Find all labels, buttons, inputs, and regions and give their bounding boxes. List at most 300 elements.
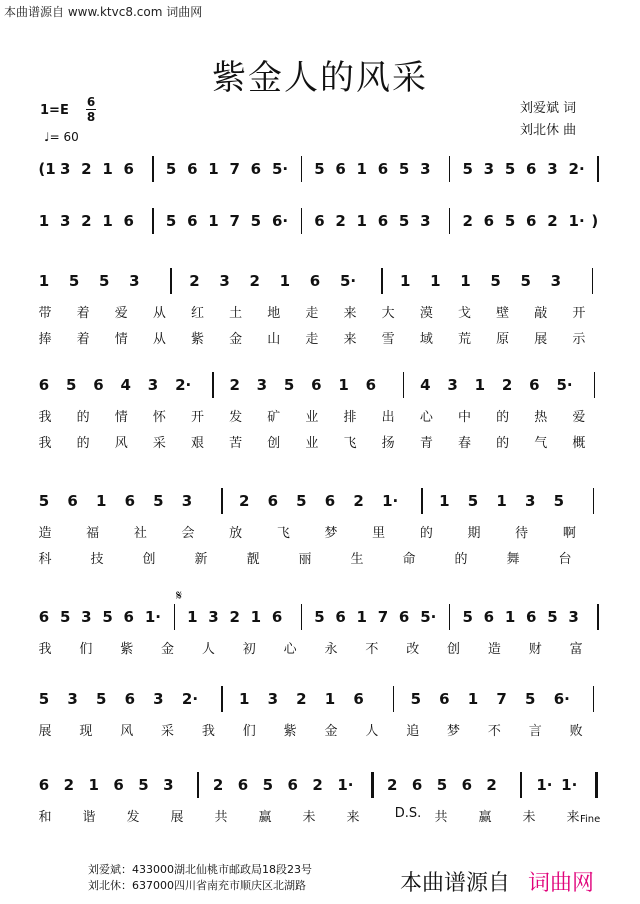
note: 2 xyxy=(501,376,513,394)
note: 6 xyxy=(67,492,78,510)
lyric-char: 地 xyxy=(267,306,281,321)
lyric-char: 来 xyxy=(343,306,357,321)
lyric-char: 业 xyxy=(305,410,319,425)
note: 3 xyxy=(219,272,230,290)
note: 6 xyxy=(187,212,198,230)
lyric-char: D.S. xyxy=(394,806,422,821)
lyric-char: 从 xyxy=(152,306,166,321)
lyric-char: 苦 xyxy=(229,436,243,451)
note: 5 xyxy=(398,212,410,230)
lyric-char: 飞 xyxy=(276,526,290,541)
lyric-char: 春 xyxy=(457,436,471,451)
note: 1 xyxy=(467,690,479,708)
lyric-char: 永 xyxy=(324,642,338,657)
lyric-char: 谐 xyxy=(82,810,96,825)
meter-top: 6 xyxy=(86,95,96,109)
note: 3 xyxy=(547,160,558,178)
note: 6 xyxy=(287,776,298,794)
lyric-char: 捧 xyxy=(38,332,52,347)
note: 5 xyxy=(68,272,80,290)
note: 3 xyxy=(447,376,458,394)
note: 1 xyxy=(460,272,471,290)
note: 2· xyxy=(181,690,199,708)
note: 5· xyxy=(556,376,573,394)
note: 6 xyxy=(365,376,377,394)
note: 5 xyxy=(38,492,50,510)
note: 1 xyxy=(38,212,50,230)
lyric-char: 改 xyxy=(406,642,420,657)
lyric-char: 业 xyxy=(305,436,319,451)
note: 3 xyxy=(524,492,536,510)
lyric-char: 金 xyxy=(161,642,175,657)
note: 6 xyxy=(250,160,262,178)
note: 5 xyxy=(553,492,565,510)
note: 6 xyxy=(526,608,537,626)
note: 1 xyxy=(400,272,411,290)
lyric-char: 风 xyxy=(120,724,134,739)
note: 2 xyxy=(229,376,240,394)
lyric-char: 展 xyxy=(38,724,52,739)
note: 1· xyxy=(382,492,399,510)
note: 1 xyxy=(102,160,113,178)
note: 6 xyxy=(38,376,50,394)
barline xyxy=(595,772,598,798)
footer-line: 刘北休：637000四川省南充市顺庆区北湖路 xyxy=(88,879,306,892)
note: 5 xyxy=(398,160,410,178)
lyric-char: 梦 xyxy=(447,724,461,739)
lyric-char: 从 xyxy=(152,332,166,347)
lyric-char: 出 xyxy=(381,410,395,425)
barline xyxy=(597,604,599,630)
barline xyxy=(301,208,303,234)
note: 1· xyxy=(337,776,354,794)
note: 6 xyxy=(483,608,495,626)
lyric-char: 待 xyxy=(515,526,529,541)
note: 2 xyxy=(296,690,307,708)
brand-right: 词曲网 xyxy=(528,871,595,896)
lyric-char: 放 xyxy=(229,526,243,541)
note: 5 xyxy=(165,212,177,230)
note: 3 xyxy=(153,690,164,708)
note: 6 xyxy=(324,492,336,510)
note: 6 xyxy=(123,212,134,230)
note: 2 xyxy=(249,272,260,290)
lyric-char: 赢 xyxy=(478,810,492,825)
lyric-char: 雪 xyxy=(381,332,395,347)
lyric-char: 现 xyxy=(79,724,93,739)
lyric-char: 追 xyxy=(406,724,420,739)
lyric-char: 生 xyxy=(350,552,364,567)
lyric-char: 来 xyxy=(346,810,360,825)
note: 7 xyxy=(229,212,240,230)
lyric-char: 未 xyxy=(522,810,536,825)
barline xyxy=(449,604,451,630)
lyric-char: 社 xyxy=(133,526,147,541)
lyric-char: 靓 xyxy=(246,552,260,567)
note: 5 xyxy=(102,608,113,626)
lyric-char: 的 xyxy=(454,552,468,567)
lyric-char: 赢 xyxy=(258,810,272,825)
lyric-char: 共 xyxy=(434,810,448,825)
lyric-char: 飞 xyxy=(343,436,357,451)
note: 6 xyxy=(38,776,50,794)
lyric-char: 丽 xyxy=(298,552,312,567)
page-title: 紫金人的风采 xyxy=(212,58,428,98)
note: 2· xyxy=(568,160,585,178)
barline xyxy=(381,268,383,294)
lyric-char: 采 xyxy=(161,724,175,739)
lyric-char: 原 xyxy=(496,332,510,347)
lyric-char: 造 xyxy=(487,642,501,657)
lyric-char: 和 xyxy=(38,810,52,825)
lyric-char: 展 xyxy=(170,810,184,825)
barline xyxy=(593,686,595,712)
note: 2 xyxy=(353,492,364,510)
lyric-char: 啊 xyxy=(562,526,576,541)
lyric-char: 的 xyxy=(419,526,433,541)
lyric-char: 爱 xyxy=(114,306,128,321)
note: 1 xyxy=(95,492,107,510)
note: 1 xyxy=(474,376,486,394)
lyric-char: 情 xyxy=(114,332,128,347)
lyric-char: 山 xyxy=(267,332,281,347)
note: 5 xyxy=(250,212,262,230)
footer-line: 刘爱斌：433000湖北仙桃市邮政局18段23号 xyxy=(88,863,312,876)
lyric-char: 里 xyxy=(372,526,386,541)
barline xyxy=(152,208,154,234)
note: 5 xyxy=(462,160,473,178)
barline xyxy=(212,372,214,398)
note: 3 xyxy=(129,272,140,290)
lyric-char: 的 xyxy=(76,436,90,451)
note: 1 xyxy=(208,160,219,178)
barline xyxy=(301,604,303,630)
lyric-char: 舞 xyxy=(506,552,520,567)
note: 6 xyxy=(113,776,124,794)
note: 5· xyxy=(420,608,437,626)
lyric-char: 初 xyxy=(242,642,256,657)
note: 2 xyxy=(229,608,240,626)
key-signature: 1=E xyxy=(40,103,69,118)
note: 5 xyxy=(504,160,516,178)
note: (1 xyxy=(38,160,56,178)
lyric-char: 荒 xyxy=(457,332,471,347)
lyric-char: 来 xyxy=(566,810,580,825)
note: 5· xyxy=(339,272,357,290)
note: 6 xyxy=(314,212,325,230)
note: 6 xyxy=(398,608,410,626)
lyric-char: 情 xyxy=(114,410,128,425)
note: 1 xyxy=(324,690,336,708)
barline xyxy=(403,372,405,398)
note: 6 xyxy=(335,608,346,626)
note: 1 xyxy=(38,272,50,290)
note: 5 xyxy=(490,272,501,290)
note: 6 xyxy=(123,608,134,626)
lyric-char: 的 xyxy=(496,410,510,425)
lyric-char: 漠 xyxy=(419,306,433,321)
note: 5 xyxy=(153,492,164,510)
lyric-char: 土 xyxy=(229,306,243,321)
note: 5 xyxy=(547,608,558,626)
barline xyxy=(594,372,596,398)
note: 6 xyxy=(377,212,389,230)
lyric-char: 开 xyxy=(572,306,586,321)
lyric-char: 心 xyxy=(283,642,297,657)
note: 6 xyxy=(124,690,136,708)
barline xyxy=(371,772,374,798)
barline xyxy=(221,686,223,712)
note: 3 xyxy=(59,160,71,178)
note: 2 xyxy=(189,272,200,290)
note: 6 xyxy=(353,690,364,708)
lyric-char: 创 xyxy=(267,436,281,451)
lyric-char: 戈 xyxy=(457,306,471,321)
note: 1 xyxy=(250,608,262,626)
note: 3 xyxy=(483,160,495,178)
lyric-char: 紫 xyxy=(120,642,134,657)
composer-credit: 刘北休 曲 xyxy=(520,123,577,138)
note: 1 xyxy=(496,492,507,510)
lyric-char: 不 xyxy=(365,642,379,657)
note: 5 xyxy=(314,160,325,178)
note: 6 xyxy=(187,160,198,178)
note: 6 xyxy=(335,160,346,178)
note: 6 xyxy=(411,776,423,794)
lyric-char: 台 xyxy=(558,552,572,567)
note: 6 xyxy=(377,160,389,178)
note: 6 xyxy=(483,212,495,230)
note: 3 xyxy=(59,212,71,230)
lyric-char: 扬 xyxy=(381,436,395,451)
note: 1 xyxy=(208,212,219,230)
note: 6 xyxy=(439,690,450,708)
note: 1 xyxy=(430,272,441,290)
note: 2 xyxy=(386,776,398,794)
note: 5 xyxy=(410,690,422,708)
lyric-char: 域 xyxy=(419,332,433,347)
barline xyxy=(197,772,199,798)
note: 6 xyxy=(271,608,283,626)
note: 7 xyxy=(229,160,240,178)
note: 1· xyxy=(536,776,553,794)
note: 3 xyxy=(256,376,268,394)
lyric-char: 示 xyxy=(572,332,586,347)
note: 6 xyxy=(38,608,50,626)
lyric-char: 来 xyxy=(343,332,357,347)
meter-bottom: 8 xyxy=(86,110,96,124)
lyric-char: 富 xyxy=(569,642,583,657)
barline xyxy=(592,268,594,294)
lyric-char: 采 xyxy=(152,436,166,451)
note: 3 xyxy=(267,690,279,708)
barline xyxy=(174,604,176,630)
lyric-char: 造 xyxy=(38,526,52,541)
lyric-char: 科 xyxy=(38,552,52,567)
note: 6· xyxy=(271,212,289,230)
lyric-char: 壁 xyxy=(496,306,510,321)
note: 7 xyxy=(377,608,389,626)
lyric-char: 心 xyxy=(419,410,433,425)
note: 1 xyxy=(102,212,113,230)
note: 1 xyxy=(88,776,99,794)
note: 5 xyxy=(165,160,177,178)
note: 1 xyxy=(356,212,367,230)
note: 2 xyxy=(462,212,473,230)
lyric-char: 共 xyxy=(214,810,228,825)
lyric-char: 们 xyxy=(242,724,256,739)
note: 6 xyxy=(123,160,134,178)
barline xyxy=(421,488,423,514)
barline xyxy=(593,488,595,514)
lyric-char: 财 xyxy=(528,642,542,657)
note: 5 xyxy=(38,690,50,708)
note: 7 xyxy=(496,690,507,708)
lyric-char: 艰 xyxy=(191,436,205,451)
note: 6 xyxy=(526,212,537,230)
lyric-char: 我 xyxy=(38,642,52,657)
note: 5 xyxy=(462,608,473,626)
note: 2 xyxy=(547,212,558,230)
note: 3 xyxy=(550,272,561,290)
lyric-char: 爱 xyxy=(572,410,586,425)
note: ) xyxy=(591,212,599,230)
note: 3 xyxy=(163,776,174,794)
note: 1· xyxy=(144,608,161,626)
lyric-char: 发 xyxy=(126,810,140,825)
note: 6 xyxy=(124,492,136,510)
note: 5 xyxy=(467,492,479,510)
note: 5 xyxy=(436,776,448,794)
barline xyxy=(449,156,451,182)
note: 6· xyxy=(553,690,570,708)
time-signature xyxy=(86,96,96,123)
lyric-char: 大 xyxy=(381,306,395,321)
lyric-char: 风 xyxy=(114,436,128,451)
note: 3 xyxy=(181,492,193,510)
note: 3 xyxy=(147,376,159,394)
lyric-char: 概 xyxy=(572,436,586,451)
lyric-char: 着 xyxy=(76,306,90,321)
note: 1 xyxy=(356,160,367,178)
lyric-char: 福 xyxy=(86,526,100,541)
lyric-char: 敲 xyxy=(534,306,548,321)
note: 4 xyxy=(420,376,431,394)
lyric-char: 技 xyxy=(90,552,104,567)
credits xyxy=(520,98,576,142)
lyric-char: 红 xyxy=(191,306,205,321)
note: 4 xyxy=(120,376,131,394)
barline xyxy=(449,208,451,234)
lyric-char: 我 xyxy=(38,410,52,425)
lyric-char: 创 xyxy=(142,552,156,567)
note: 6 xyxy=(309,272,321,290)
barline xyxy=(597,156,599,182)
lyric-char: 我 xyxy=(201,724,215,739)
lyric-char: 展 xyxy=(534,332,548,347)
lyric-char: 气 xyxy=(534,436,548,451)
note: 6 xyxy=(267,492,279,510)
lyric-char: 的 xyxy=(76,410,90,425)
tempo-marking: ♩= 60 xyxy=(44,130,79,144)
note: 5 xyxy=(59,608,71,626)
note: 2· xyxy=(175,376,192,394)
lyric-char: 梦 xyxy=(324,526,338,541)
note: 2 xyxy=(81,212,92,230)
lyric-char: 中 xyxy=(457,410,471,425)
note: 5 xyxy=(262,776,274,794)
note: 6 xyxy=(526,160,537,178)
lyric-char: 会 xyxy=(181,526,195,541)
note: 6 xyxy=(93,376,104,394)
brand-footer xyxy=(400,866,594,897)
note: 2 xyxy=(238,492,250,510)
lyric-char: 青 xyxy=(419,436,433,451)
lyric-char: 期 xyxy=(467,526,481,541)
footer-addresses xyxy=(88,862,312,894)
note: 1 xyxy=(439,492,450,510)
note: 5 xyxy=(524,690,536,708)
note: 2 xyxy=(81,160,92,178)
note: 1 xyxy=(504,608,516,626)
lyric-char: 我 xyxy=(38,436,52,451)
note: 5 xyxy=(66,376,77,394)
note: 2 xyxy=(312,776,323,794)
lyric-char: 创 xyxy=(447,642,461,657)
lyric-char: 不 xyxy=(487,724,501,739)
note: 2 xyxy=(212,776,224,794)
note: 2 xyxy=(335,212,346,230)
lyric-char: 带 xyxy=(38,306,52,321)
note: 5 xyxy=(95,690,107,708)
lyric-char: 排 xyxy=(343,410,357,425)
lyric-char: 命 xyxy=(402,552,416,567)
lyric-char: 发 xyxy=(229,410,243,425)
lyric-char: 怀 xyxy=(152,410,166,425)
lyric-char: 开 xyxy=(191,410,205,425)
note: 5· xyxy=(271,160,289,178)
note: 1 xyxy=(279,272,291,290)
lyricist-credit: 刘爱斌 词 xyxy=(520,101,577,116)
note: 5 xyxy=(520,272,531,290)
lyric-char: 紫 xyxy=(191,332,205,347)
lyric-char: 言 xyxy=(528,724,542,739)
note: 1 xyxy=(238,690,250,708)
lyric-char: 着 xyxy=(76,332,90,347)
lyric-char: 走 xyxy=(305,306,319,321)
lyric-char: 人 xyxy=(365,724,379,739)
note: 5 xyxy=(138,776,149,794)
barline xyxy=(152,156,154,182)
note: 1 xyxy=(187,608,198,626)
note: 1· xyxy=(561,776,578,794)
barline xyxy=(301,156,303,182)
lyric-char: 金 xyxy=(324,724,338,739)
site-header: 本曲谱源自 www.ktvc8.com 词曲网 xyxy=(4,5,203,19)
note: 3 xyxy=(420,212,431,230)
lyric-char: 们 xyxy=(79,642,93,657)
lyric-char: 金 xyxy=(229,332,243,347)
note: 2 xyxy=(486,776,497,794)
lyric-char: 紫 xyxy=(283,724,297,739)
lyric-char: 走 xyxy=(305,332,319,347)
fine-label: Fine xyxy=(580,814,601,825)
note: 6 xyxy=(461,776,472,794)
note: 6 xyxy=(311,376,322,394)
note: 5 xyxy=(314,608,325,626)
barline xyxy=(221,488,223,514)
barline xyxy=(520,772,522,798)
